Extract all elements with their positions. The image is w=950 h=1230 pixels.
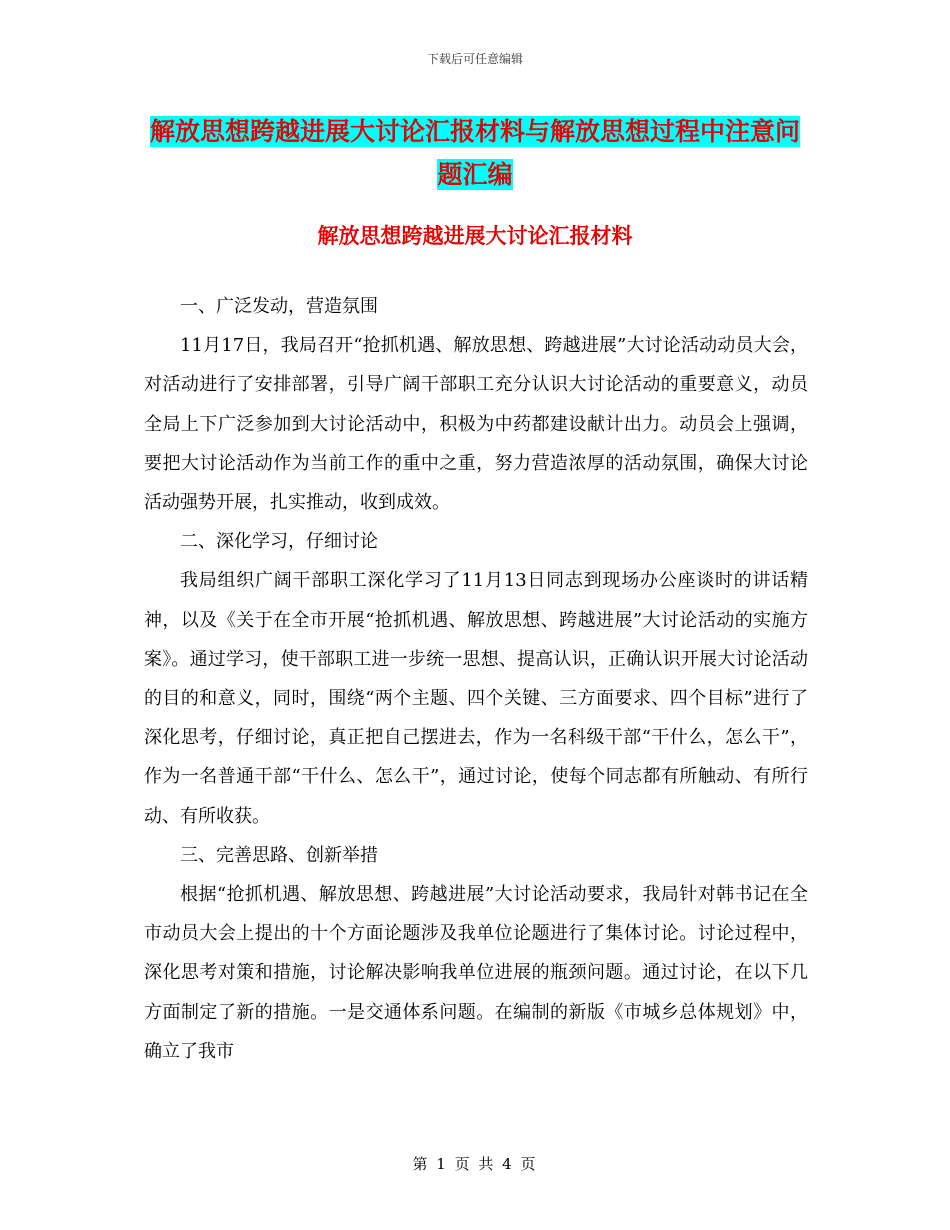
paragraph-heading-2: 二、深化学习，仔细讨论 bbox=[180, 531, 378, 553]
paragraph-heading-1: 一、广泛发动，营造氛围 bbox=[180, 296, 378, 317]
paragraph: 根据“抢抓机遇、解放思想、跨越进展”大讨论活动要求，我局针对韩书记在全市动员大会上提出的十个方面论题涉及我单位论题进行了集体讨论。讨论过程中，深化思考对策和措施，讨论解决影响我单位进展的瓶颈问题。通过讨论，在以下几方面制定了新的措施。一是交通体系问题。在编制的新版《市城乡总体规划》中，确立了我市 bbox=[144, 884, 808, 1062]
document-body bbox=[144, 287, 808, 1071]
title-highlight: 解放思想跨越进展大讨论汇报材料与解放思想过程中注意问题汇编 bbox=[149, 117, 800, 189]
page-number-footer: 第 1 页 共 4 页 bbox=[412, 1155, 538, 1173]
paragraph: 我局组织广阔干部职工深化学习了11月13日同志到现场办公座谈时的讲话精神，以及《关于在全市开展“抢抓机遇、解放思想、跨越进展”大讨论活动的实施方案》。通过学习，使干部职工进一步统一思想、提高认识，正确认识开展大讨论活动的目的和意义，同时，围绕“两个主题、四个关键、三方面要求、四个目标”进行了深化思考，仔细讨论，真正把自己摆进去，作为一名科级干部“干什么，怎么干”，作为一名普通干部“干什么、怎么干”，通过讨论，使每个同志都有所触动、有所行动、有所收获。 bbox=[144, 570, 808, 827]
section-title: 解放思想跨越进展大讨论汇报材料 bbox=[317, 224, 633, 248]
paragraph-heading-3: 三、完善思路、创新举措 bbox=[180, 844, 378, 866]
page-header: 下载后可任意编辑 bbox=[426, 52, 523, 66]
paragraph: 11月17日，我局召开“抢抓机遇、解放思想、跨越进展”大讨论活动动员大会，对活动进行了安排部署，引导广阔干部职工充分认识大讨论活动的重要意义，动员全局上下广泛参加到大讨论活动中，积极为中药都建设献计出力。动员会上强调，要把大讨论活动作为当前工作的重中之重，努力营造浓厚的活动氛围，确保大讨论活动强势开展，扎实推动，收到成效。 bbox=[144, 335, 808, 514]
document-title bbox=[140, 110, 810, 196]
